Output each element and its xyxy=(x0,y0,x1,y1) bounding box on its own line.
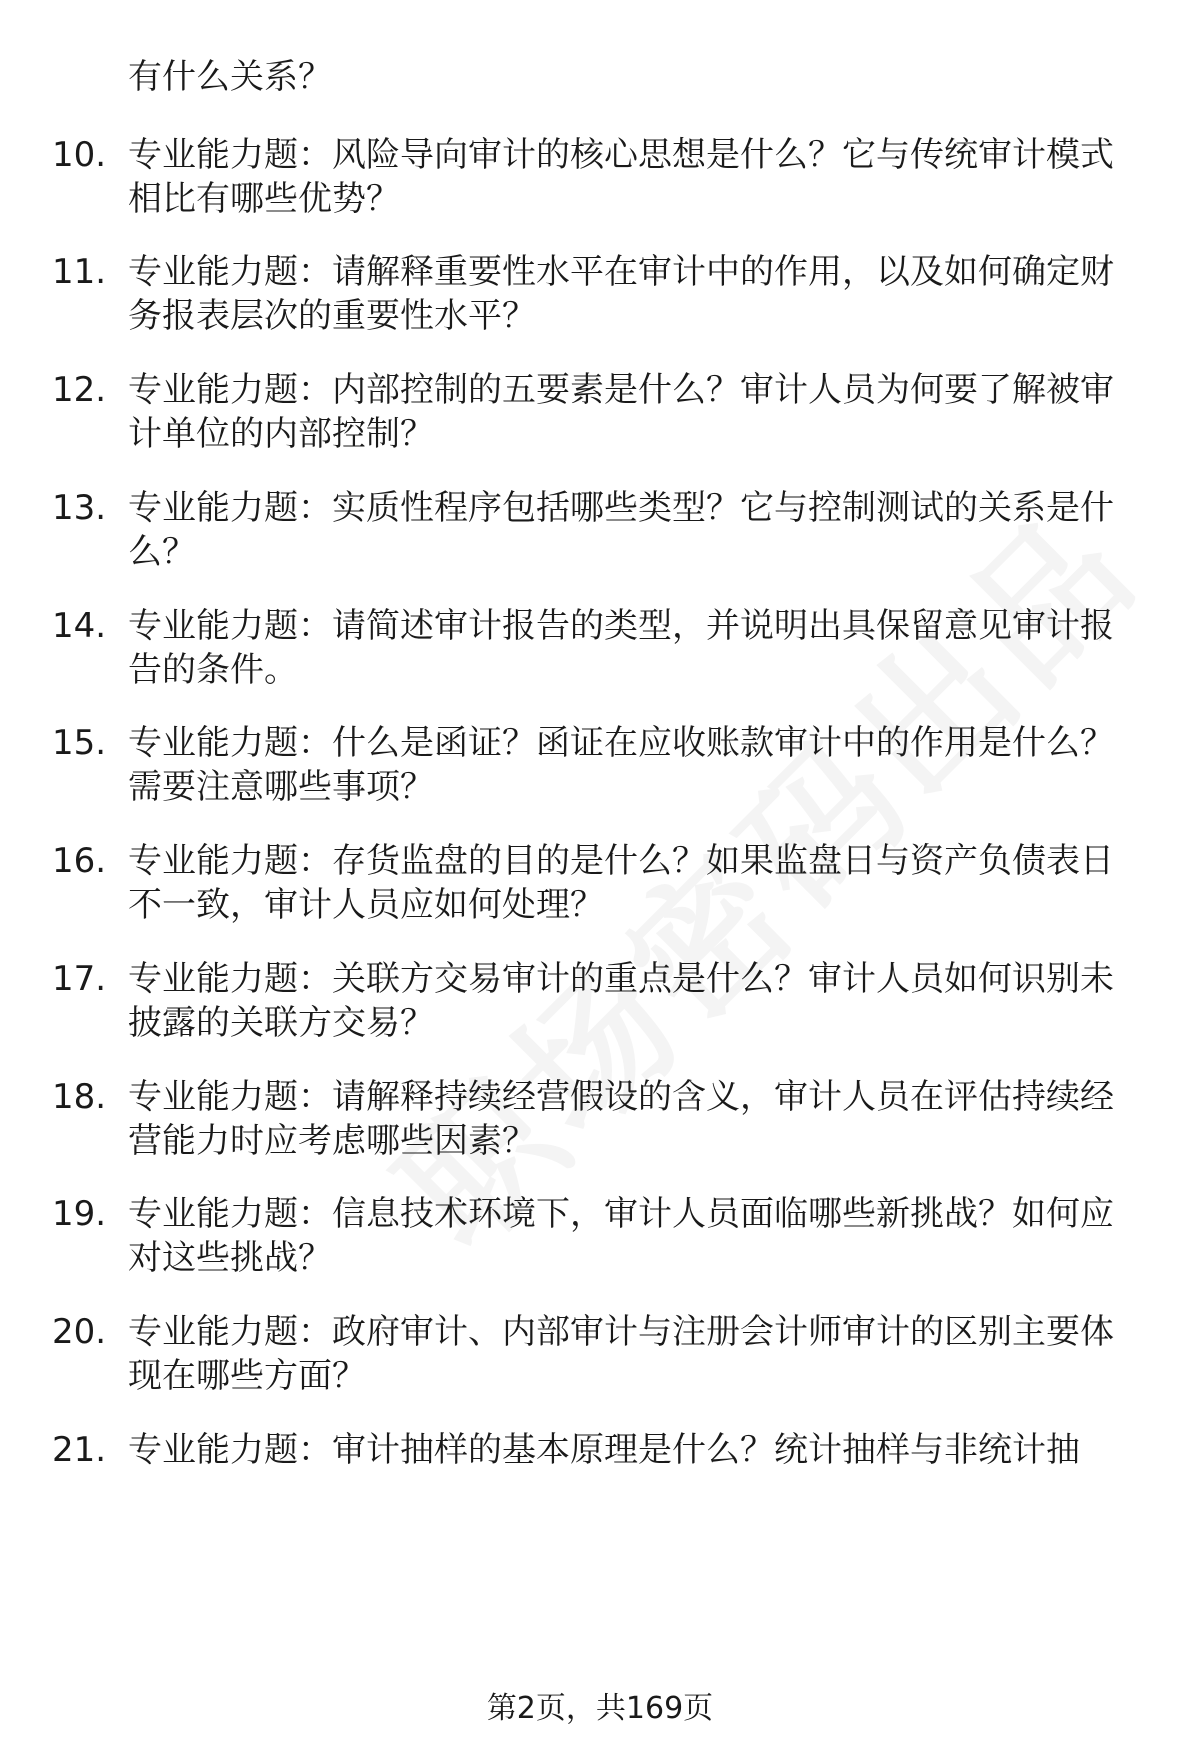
question-number: 11. xyxy=(52,252,107,292)
question-text: 专业能力题：请解释重要性水平在审计中的作用，以及如何确定财务报表层次的重要性水平？ xyxy=(128,252,1114,337)
question-item xyxy=(52,133,1138,221)
question-item xyxy=(52,839,1138,927)
question-text: 专业能力题：政府审计、内部审计与注册会计师审计的区别主要体现在哪些方面？ xyxy=(128,1312,1114,1397)
question-item xyxy=(52,721,1138,809)
question-number: 13. xyxy=(52,488,107,528)
question-text: 专业能力题：关联方交易审计的重点是什么？审计人员如何识别未披露的关联方交易？ xyxy=(128,959,1114,1044)
continuation-text: 有什么关系？ xyxy=(128,57,332,97)
question-text: 专业能力题：存货监盘的目的是什么？如果监盘日与资产负债表日不一致，审计人员应如何处理？ xyxy=(128,841,1114,926)
question-item xyxy=(52,1075,1138,1163)
question-text: 专业能力题：请解释持续经营假设的含义，审计人员在评估持续经营能力时应考虑哪些因素？ xyxy=(128,1077,1114,1162)
question-item xyxy=(52,368,1138,456)
question-number: 21. xyxy=(52,1430,107,1470)
question-number: 14. xyxy=(52,606,107,646)
question-item xyxy=(52,604,1138,692)
question-text: 专业能力题：什么是函证？函证在应收账款审计中的作用是什么？需要注意哪些事项？ xyxy=(128,723,1114,808)
question-text: 专业能力题：实质性程序包括哪些类型？它与控制测试的关系是什么？ xyxy=(128,488,1114,573)
question-number: 16. xyxy=(52,841,107,881)
question-number: 10. xyxy=(52,135,107,175)
question-number: 18. xyxy=(52,1077,107,1117)
question-number: 19. xyxy=(52,1194,107,1234)
question-item xyxy=(52,1310,1138,1398)
question-number: 20. xyxy=(52,1312,107,1352)
question-item xyxy=(52,486,1138,574)
question-text: 专业能力题：内部控制的五要素是什么？审计人员为何要了解被审计单位的内部控制？ xyxy=(128,370,1114,455)
question-text: 专业能力题：信息技术环境下，审计人员面临哪些新挑战？如何应对这些挑战？ xyxy=(128,1194,1114,1279)
question-item xyxy=(52,1428,1138,1472)
question-item xyxy=(52,957,1138,1045)
question-item xyxy=(52,250,1138,338)
question-text: 专业能力题：风险导向审计的核心思想是什么？它与传统审计模式相比有哪些优势？ xyxy=(128,135,1114,220)
question-text: 专业能力题：请简述审计报告的类型，并说明出具保留意见审计报告的条件。 xyxy=(128,606,1114,691)
question-number: 17. xyxy=(52,959,107,999)
page-footer: 第2页，共169页 xyxy=(486,1691,714,1726)
question-number: 12. xyxy=(52,370,107,410)
question-item xyxy=(52,1192,1138,1280)
question-text: 专业能力题：审计抽样的基本原理是什么？统计抽样与非统计抽 xyxy=(128,1430,1080,1470)
question-number: 15. xyxy=(52,723,107,763)
